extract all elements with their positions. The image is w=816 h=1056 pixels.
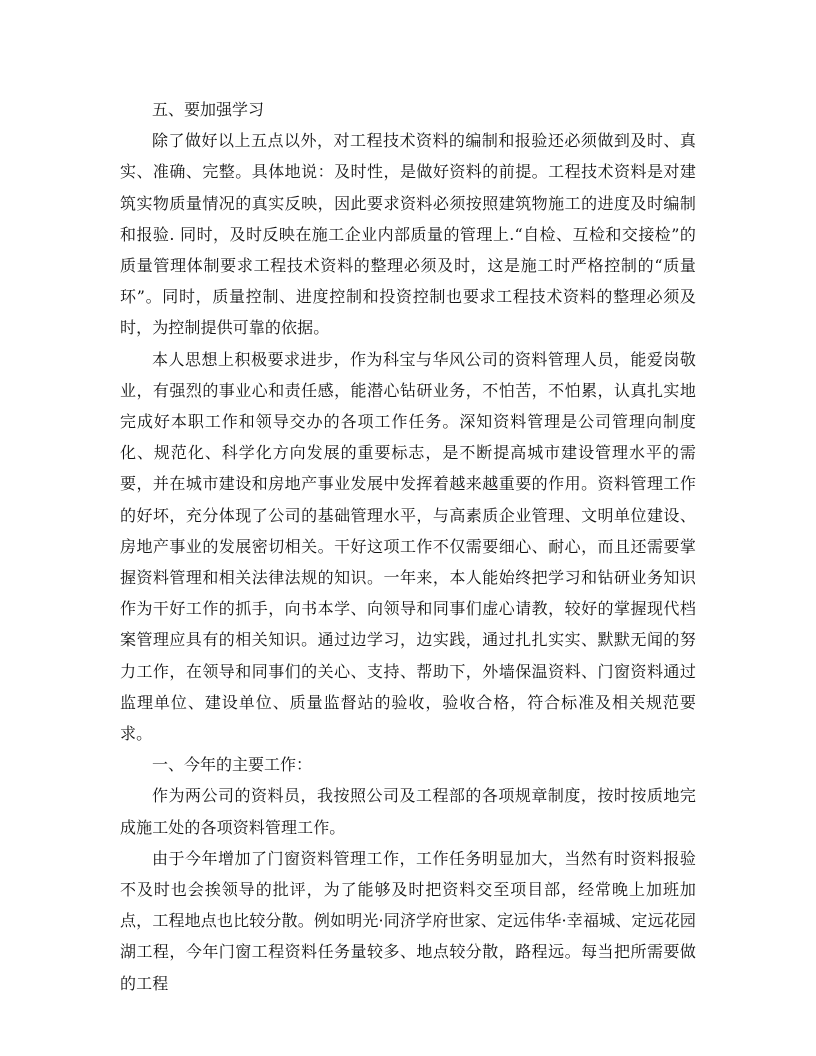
paragraph-timeliness: 除了做好以上五点以外，对工程技术资料的编制和报验还必须做到及时、真实、准确、完整。具体地说：及时性，是做好资料的前提。工程技术资料是对建筑实物质量情况的真实反映，因此要求资料必须按照建筑物施工的进度及时编制和报验. 同时，及时反映在施工企业内部质量的管理上.“自检、互检和交接检”的质量管理体制要求工程技术资料的整理必须及时，这是施工时严格控制的“质量环”。同时，质量控制、进度控制和投资控制也要求工程技术资料的整理必须及时，为控制提供可靠的依据。: [120, 131, 696, 338]
section-heading: 五、要加强学习: [152, 100, 265, 119]
paragraph-role: 作为两公司的资料员，我按照公司及工程部的各项规章制度，按时按质地完成施工处的各项资料管理工作。: [120, 786, 696, 837]
paragraph-self-assessment: 本人思想上积极要求进步，作为科宝与华风公司的资料管理人员，能爱岗敬业，有强烈的事业心和责任感，能潜心钻研业务，不怕苦，不怕累，认真扎实地完成好本职工作和领导交办的各项工作任务。深知资料管理是公司管理向制度化、规范化、科学化方向发展的重要标志，是不断提高城市建设管理水平的需要，并在城市建设和房地产事业发展中发挥着越来越重要的作用。资料管理工作的好坏，充分体现了公司的基础管理水平，与高素质企业管理、文明单位建设、房地产事业的发展密切相关。干好这项工作不仅需要细心、耐心，而且还需要掌握资料管理和相关法律法规的知识。一年来，本人能始终把学习和钻研业务知识作为干好工作的抓手，向书本学、向领导和同事们虚心请教，较好的掌握现代档案管理应具有的相关知识。通过边学习，边实践，通过扎扎实实、默默无闻的努力工作，在领导和同事们的关心、支持、帮助下，外墙保温资料、门窗资料通过监理单位、建设单位、质量监督站的验收，验收合格，符合标准及相关规范要求。: [120, 349, 696, 744]
document-page: [120, 94, 696, 999]
subheading-main-work: 一、今年的主要工作：: [152, 755, 313, 775]
paragraph-workload: 由于今年增加了门窗资料管理工作，工作任务明显加大，当然有时资料报验不及时也会挨领导的批评，为了能够及时把资料交至项目部，经常晚上加班加点，工程地点也比较分散。例如明光·同济学府世家、定远伟华·幸福城、定远花园湖工程，今年门窗工程资料任务量较多、地点较分散，路程远。每当把所需要做的工程: [120, 848, 696, 993]
